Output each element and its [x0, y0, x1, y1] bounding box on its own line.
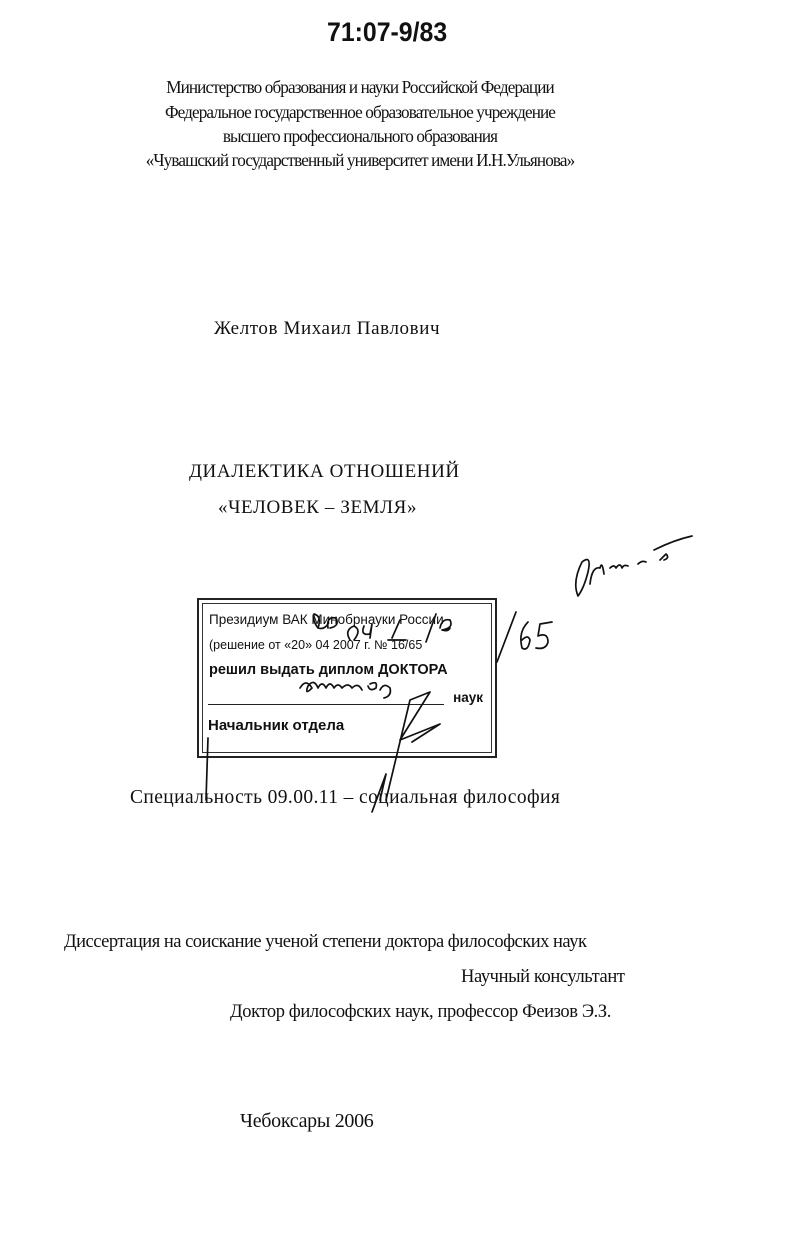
ministry-line: Министерство образования и науки Российской Федерации [166, 77, 554, 97]
stamp-decision-line: (решение от «20» 04 2007 г. № 16/65 [209, 638, 423, 652]
institution-type-line: Федеральное государственное образовательное учреждение [164, 102, 556, 122]
stamp-field-suffix: наук [453, 690, 483, 705]
stamp-head-of-department: Начальник отдела [208, 717, 345, 734]
stamp-presidium-line: Президиум ВАК Минобрнауки России [209, 612, 444, 627]
consultant-name: Доктор философских наук, профессор Феизов Э.З. [230, 1002, 611, 1022]
registration-code: 71:07-9/83 [327, 17, 448, 47]
dissertation-title-line1: ДИАЛЕКТИКА ОТНОШЕНИЙ [189, 461, 460, 482]
author-name: Желтов Михаил Павлович [214, 318, 441, 339]
education-level-line: высшего профессионального образования [222, 126, 498, 146]
stamp-award-line: решил выдать диплом ДОКТОРА [209, 662, 448, 678]
dissertation-degree-line: Диссертация на соискание ученой степени доктора философских наук [64, 932, 587, 952]
dissertation-title-line2: «ЧЕЛОВЕК – ЗЕМЛЯ» [218, 497, 418, 518]
city-year: Чебоксары 2006 [240, 1110, 374, 1132]
consultant-label: Научный консультант [461, 967, 625, 987]
specialty-line: Специальность 09.00.11 – социальная философия [130, 787, 561, 808]
university-name-line: «Чувашский государственный университет имени И.Н.Ульянова» [145, 150, 575, 170]
